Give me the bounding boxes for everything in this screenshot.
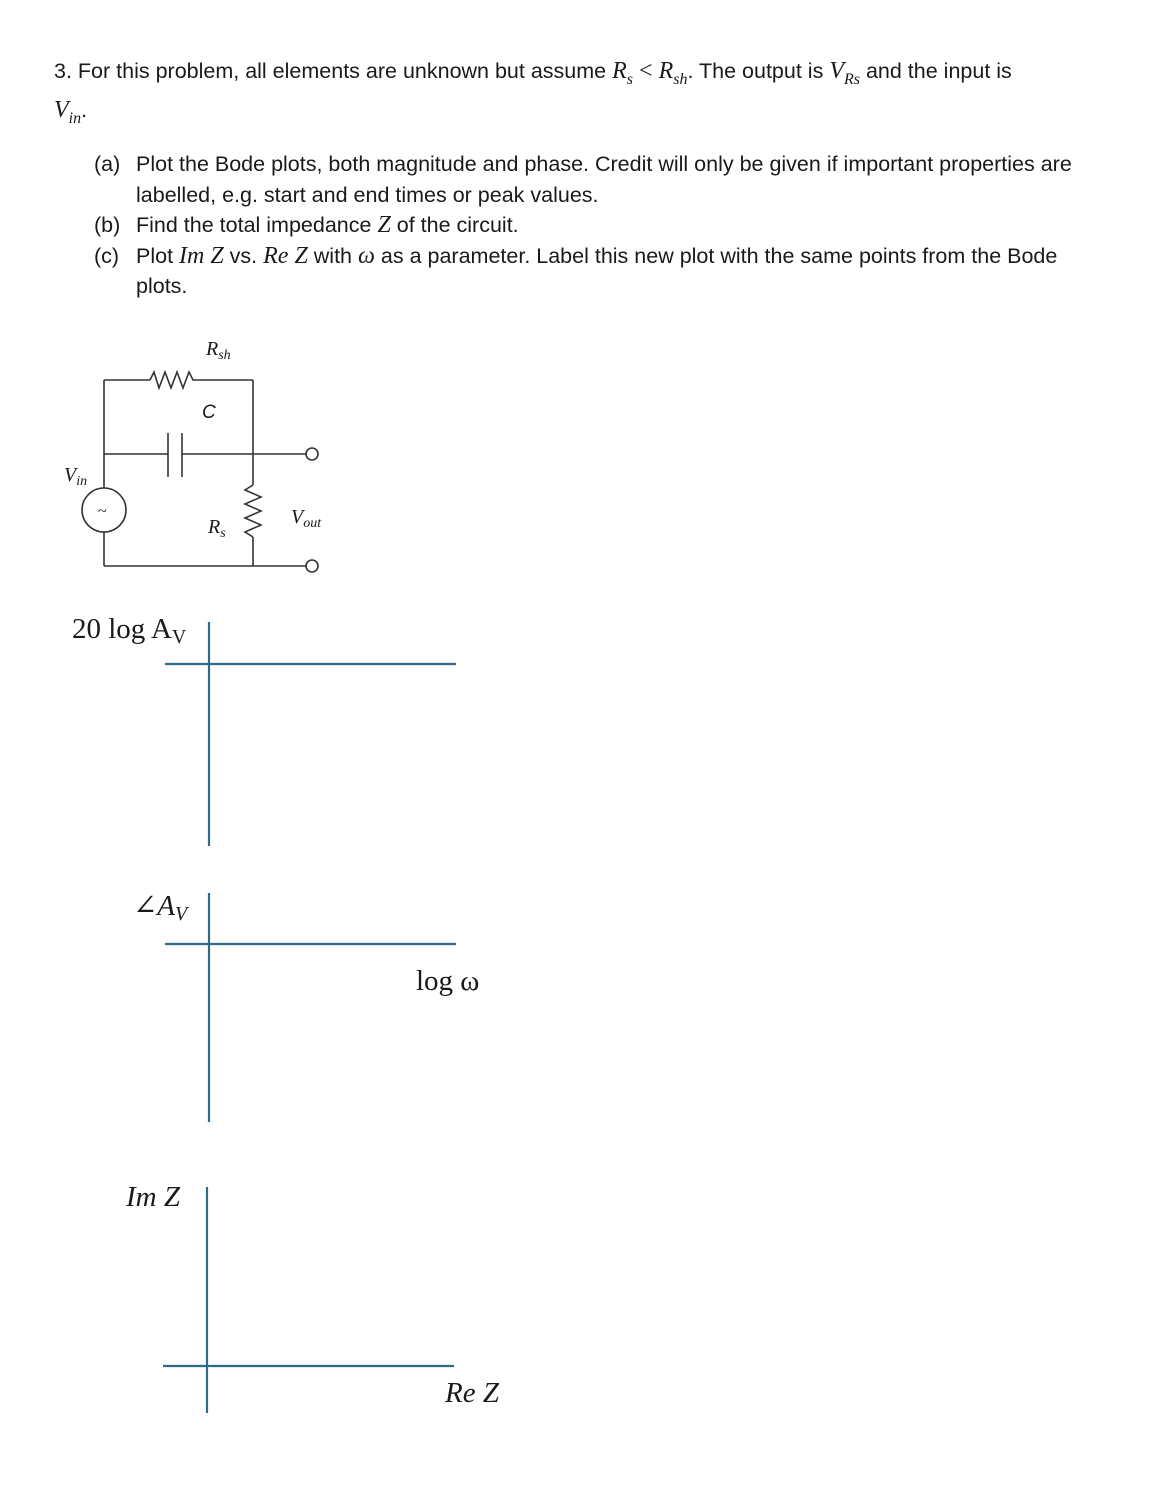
- magnitude-ylabel: 20 log AV: [72, 613, 187, 648]
- nyquist-xlabel: Re Z: [445, 1377, 499, 1409]
- part-a: (a) Plot the Bode plots, both magnitude and phase. Credit will only be given if important properties are labelled, e.g. start and end times or peak values.: [94, 152, 1072, 207]
- vin-symbol: $V_{in}$: [54, 96, 82, 127]
- vin-label: $V_{in}$: [64, 464, 88, 489]
- source-symbol: ~: [98, 503, 107, 520]
- vout-terminal-bottom: [306, 560, 318, 572]
- phase-ylabel: ∠AV: [133, 890, 188, 925]
- vrs-symbol: $V_{Rs}$: [829, 58, 860, 88]
- phase-xlabel: log ω: [416, 965, 480, 997]
- circuit-labels: [64, 338, 322, 541]
- rs-label: $R_s$: [208, 516, 226, 541]
- vout-terminal-top: [306, 448, 318, 460]
- magnitude-plot-axes: [165, 622, 456, 846]
- part-b: (b) Find the total impedance Z of the circuit.: [94, 212, 519, 238]
- nyquist-ylabel: Im Z: [126, 1181, 180, 1213]
- problem-statement: 3. For this problem, all elements are unknown but assume $R_s < R_{sh}$. The output is $V_{Rs}$ and the input is $V_{in}$.: [54, 58, 1012, 127]
- circuit-diagram: [82, 372, 318, 572]
- c-label: C: [202, 402, 216, 423]
- rsh-symbol: $R_{sh}$: [658, 58, 688, 88]
- rsh-resistor: [150, 372, 203, 388]
- rsh-label: $R_{sh}$: [206, 338, 231, 363]
- problem-number: 3.: [54, 59, 72, 83]
- rs-resistor: [245, 485, 261, 537]
- part-c: (c) Plot Im Z vs. Re Z with ω as a parameter. Label this new plot with the same points from the Bode plots.: [94, 242, 1058, 298]
- rs-symbol: $R_s$: [612, 58, 634, 88]
- phase-plot-axes: [165, 893, 456, 1122]
- vout-label: $V_{out}$: [291, 506, 322, 531]
- nyquist-plot-axes: [163, 1187, 454, 1413]
